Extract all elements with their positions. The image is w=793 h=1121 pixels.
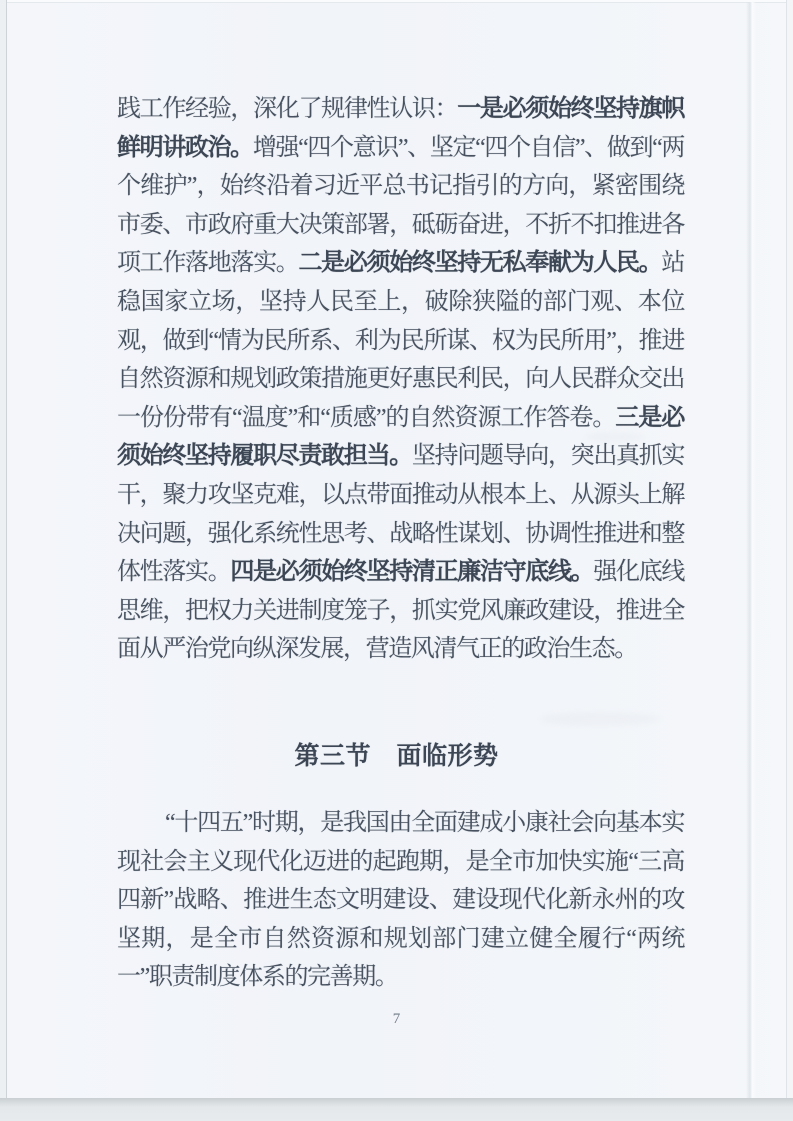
section-heading: 第三节 面临形势	[294, 743, 499, 770]
body-paragraph-1	[117, 90, 684, 669]
emphasis-phrase: 二是必须始终坚持无私奉献为人民。	[298, 250, 662, 277]
emphasis-phrase: 四是必须始终坚持清正廉洁守底线。	[230, 559, 594, 586]
page-crease-right	[746, 2, 756, 1098]
page-edge-left	[0, 0, 7, 1098]
emphasis-phrase: 一是必须始终坚持旗帜鲜明讲政治。	[117, 96, 684, 161]
text-segment: 强化底线思维，把权力关进制度笼子，抓实党风廉政建设，推进全面从严治党向纵深发展，营造风清气正的政治生态。	[117, 559, 684, 663]
emphasis-phrase: 三是必须始终坚持履职尽责敢担当。	[117, 404, 684, 470]
text-segment: 践工作经验，深化了规律性认识：	[117, 96, 458, 122]
page-edge-right	[786, 0, 793, 1098]
body-paragraph-2: “十四五”时期，是我国由全面建成小康社会向基本实现社会主义现代化迈进的起跑期，是全市加快实施“三高四新”战略、推进生态文明建设、建设现代化新永州的攻坚期，是全市自然资源和规划部门建立健全履行“两统一”职责制度体系的完善期。	[117, 810, 684, 991]
text-segment: 增强“四个意识”、坚定“四个自信”、做到“两个维护”，始终沿着习近平总书记指引的方向，紧密围绕市委、市政府重大决策部署，砥砺奋进，不折不扣推进各项工作落地落实。	[117, 134, 684, 277]
page-number: 7	[392, 1011, 401, 1027]
scan-artifact	[540, 712, 660, 726]
page-shadow-bottom	[0, 1098, 793, 1121]
text-segment: 坚持问题导向，突出真抓实干，聚力攻坚克难，以点带面推动从根本上、从源头上解决问题，强化系统性思考、战略性谋划、协调性推进和整体性落实。	[117, 443, 684, 586]
text-segment: 站稳国家立场，坚持人民至上，破除狭隘的部门观、本位观，做到“情为民所系、利为民所谋、权为民所用”，推进自然资源和规划政策措施更好惠民利民，向人民群众交出一份份带有“温度”和“质感”的自然资源工作答卷。	[117, 250, 684, 431]
page-edge-top	[0, 0, 793, 3]
